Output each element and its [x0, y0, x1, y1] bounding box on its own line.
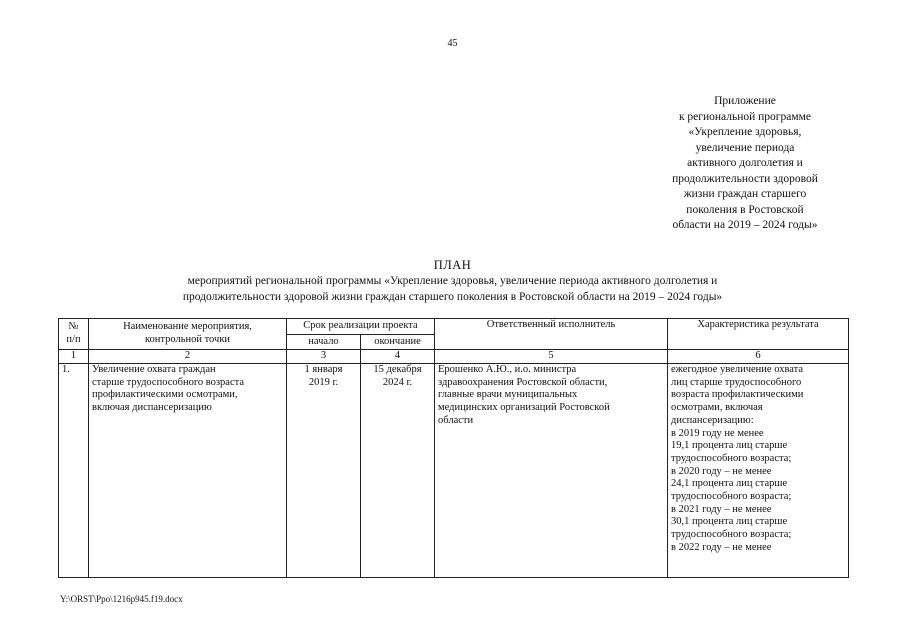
appendix-heading: [640, 94, 850, 234]
appendix-line: «Укрепление здоровья,: [688, 126, 802, 138]
column-number: 3: [287, 350, 361, 364]
column-number: 4: [361, 350, 435, 364]
plan-title: ПЛАН: [433, 258, 472, 272]
header-end: окончание: [361, 335, 435, 350]
header-result: Характеристика результата: [668, 319, 849, 350]
appendix-line: Приложение: [714, 95, 776, 107]
table-row: [59, 364, 849, 578]
row-executor: Ерошенко А.Ю., и.о. министра здравоохранения Ростовской области, главные врачи муниципальных медицинских организаций Ростовской области: [435, 364, 668, 578]
column-number-row: [59, 350, 849, 364]
appendix-line: продолжительности здоровой: [672, 172, 818, 185]
row-name: Увеличение охвата граждан старше трудоспособного возраста профилактическими осмотрами, включая диспансеризацию: [89, 364, 287, 578]
column-number: 5: [435, 350, 668, 364]
header-start: начало: [287, 335, 361, 350]
table-header-row: [59, 319, 849, 335]
plan-table: [58, 318, 849, 578]
plan-subtitle-line: мероприятий региональной программы «Укрепление здоровья, увеличение периода активного долголетия и: [187, 275, 718, 287]
header-num: № п/п: [59, 319, 89, 350]
footer-file-path: Y:\ORST\Ppo\1216p945.f19.docx: [60, 594, 183, 604]
header-period: Срок реализации проекта: [287, 319, 435, 335]
appendix-line: активного долголетия и: [687, 157, 803, 169]
column-number: 6: [668, 350, 849, 364]
appendix-line: поколения в Ростовской: [686, 203, 804, 216]
row-start: 1 января 2019 г.: [287, 364, 361, 578]
page-number: 45: [447, 38, 458, 49]
column-number: 2: [89, 350, 287, 364]
column-number: 1: [59, 350, 89, 364]
header-name: Наименование мероприятия, контрольной точки: [89, 319, 287, 350]
row-result: ежегодное увеличение охвата лиц старше трудоспособного возраста профилактическими осмотрами, включая диспансеризацию: в 2019 году не менее 19,1 процента лиц старше трудоспособного возраста; в 2020 году – не менее 24,1 процента лиц старше трудоспособного возраста; в 2021 году – не менее 30,1 процента лиц старше трудоспособного возраста; в 2022 году – не менее: [668, 364, 849, 578]
plan-subtitle-line: продолжительности здоровой жизни граждан старшего поколения в Ростовской области на 2019 – 2024 годы»: [182, 290, 723, 303]
row-end: 15 декабря 2024 г.: [361, 364, 435, 578]
row-num: 1.: [59, 364, 89, 578]
appendix-line: к региональной программе: [678, 110, 812, 123]
appendix-line: увеличение периода: [695, 141, 795, 154]
header-executor: Ответственный исполнитель: [435, 319, 668, 350]
appendix-line: области на 2019 – 2024 годы»: [672, 219, 818, 231]
plan-subtitle: [0, 274, 905, 305]
appendix-line: жизни граждан старшего: [683, 188, 807, 200]
